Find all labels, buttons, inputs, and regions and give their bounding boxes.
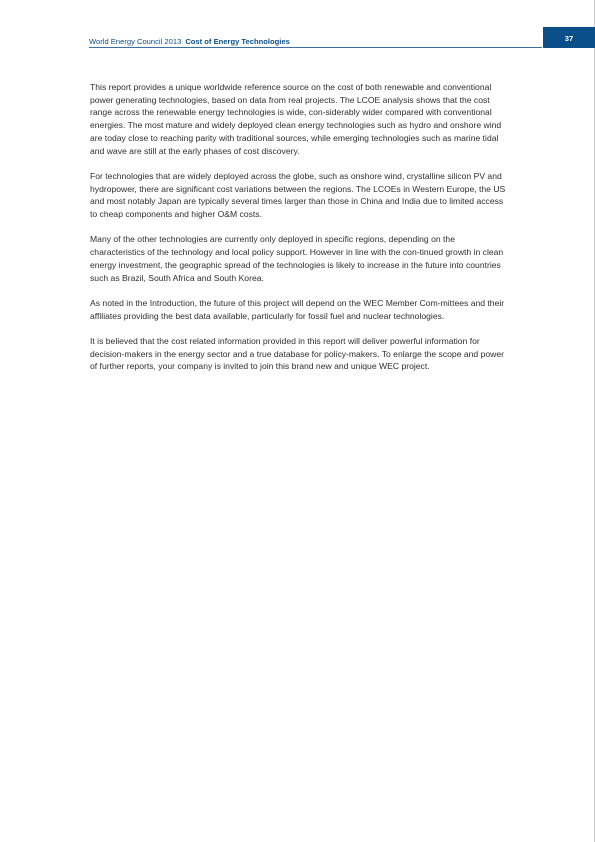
organization-name: World Energy Council 2013 [89,37,182,46]
paragraph-4: As noted in the Introduction, the future of this project will depend on the WEC Member Com-mittees and their affiliates providing the best data available, particularly for fossil fuel and nuclear technologies. [90,297,505,321]
paragraph-1: This report provides a unique worldwide reference source on the cost of both renewable and conventional power generating technologies, based on data from real projects. The LCOE analysis shows that the cost range across the renewable energy technologies is wide, con-siderably wider compared with conventional energies. The most mature and widely deployed clean energy technologies such as hydro and onshore wind are today close to reaching parity with traditional sources, while emerging technologies such as marine tidal and wave are still at the early phases of cost discovery. [90,82,502,156]
header-rule [89,47,542,48]
running-header [89,38,542,50]
paragraph-3: Many of the other technologies are currently only deployed in specific regions, depending on the characteristics of the technology and local policy support. However in line with the con-tinued growth in clean energy investment, the geographic spread of the technologies is likely to increase in the future into countries such as Brazil, South Africa and South Korea. [90,234,504,283]
page-number: 37 [564,34,574,43]
document-title: Cost of Energy Technologies [185,37,290,46]
page-number-tab [543,27,595,48]
body-text [90,81,508,386]
paragraph-2: For technologies that are widely deployed across the globe, such as onshore wind, crystalline silicon PV and hydropower, there are significant cost variations between the regions. The LCOEs in Western Europe, the US and most notably Japan are typically several times larger than those in China and India due to limited access to cheap components and higher O&M costs. [90,170,506,220]
paragraph-5: It is believed that the cost related information provided in this report will deliver powerful information for decision-makers in the energy sector and a true database for policy-makers. To enlarge the scope and power of further reports, your company is invited to join this brand new and unique WEC project. [90,336,505,372]
